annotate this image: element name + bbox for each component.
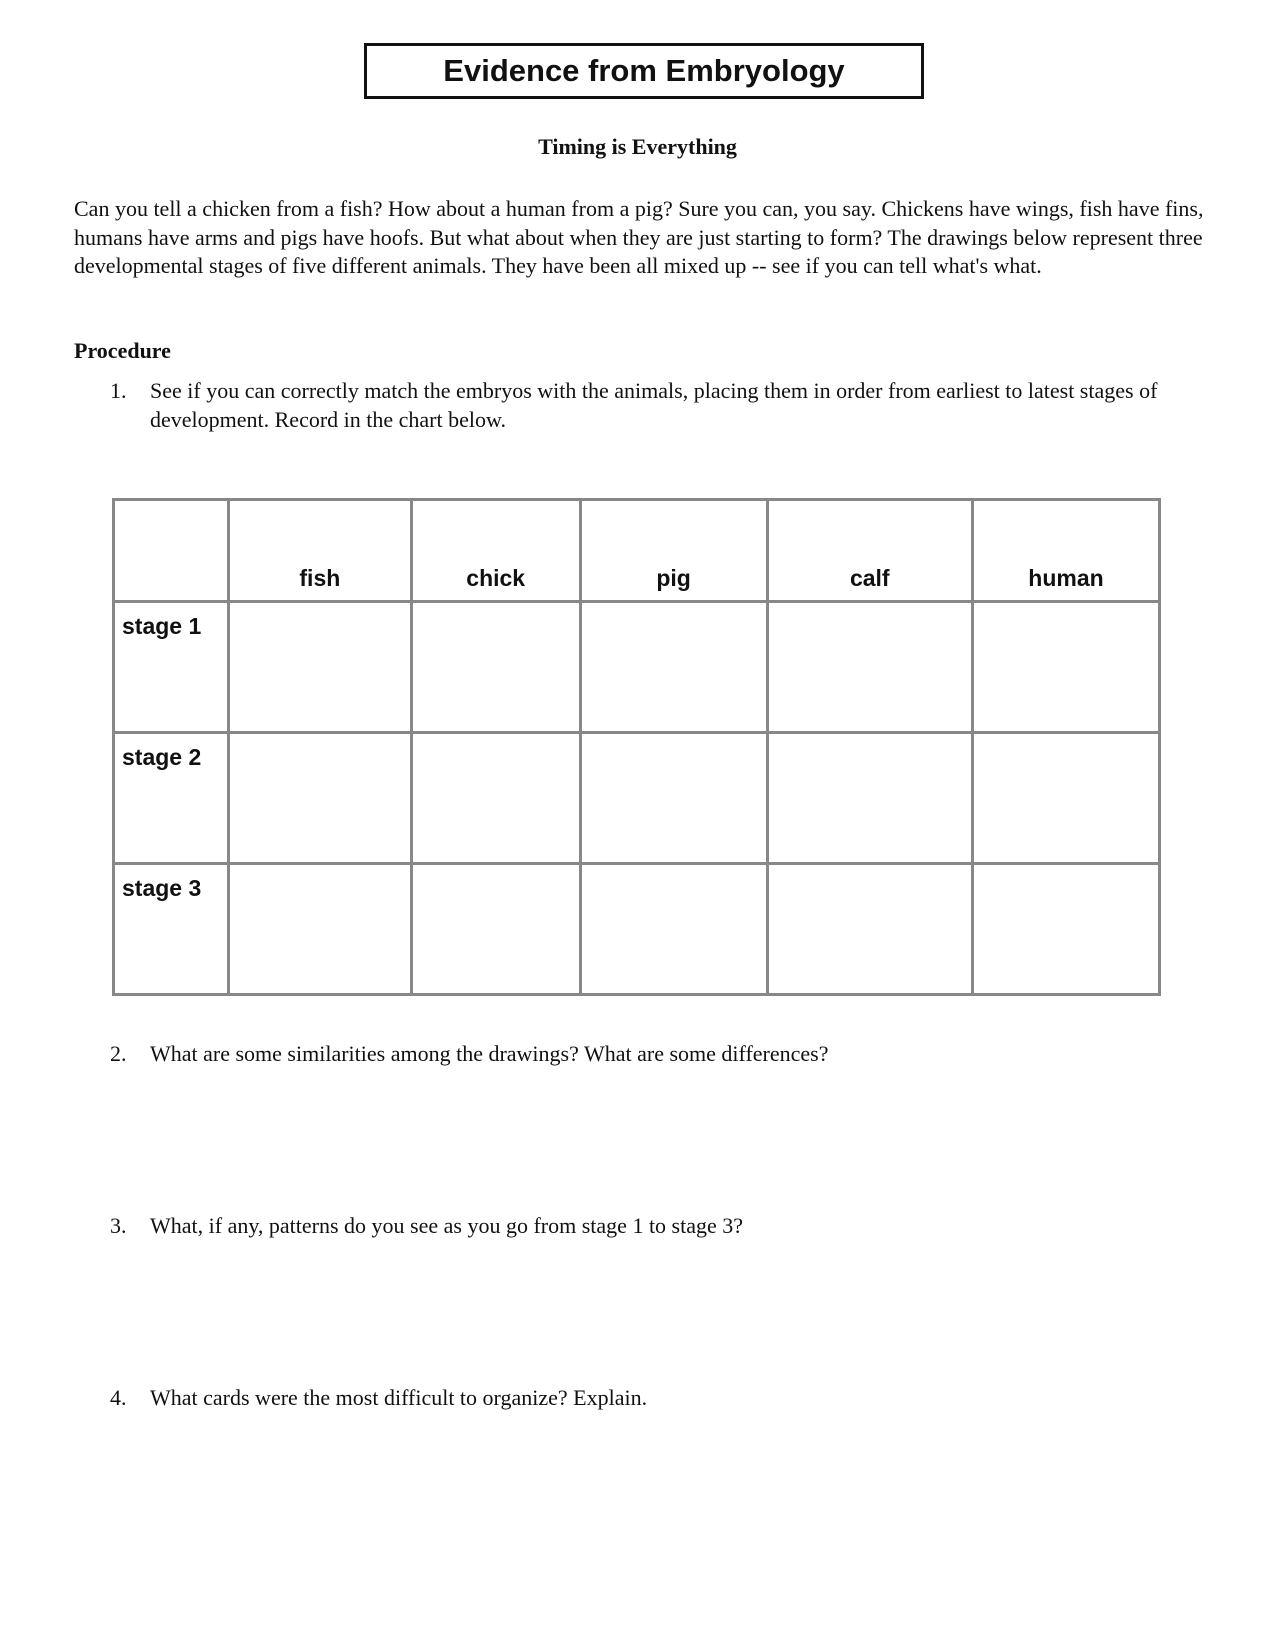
question-4 [110, 1384, 1190, 1413]
question-number: 1. [110, 378, 127, 403]
question-3 [110, 1212, 1190, 1241]
answer-cell[interactable] [767, 602, 972, 733]
table-row [114, 864, 1160, 995]
question-number: 2. [110, 1041, 127, 1066]
answer-cell[interactable] [228, 864, 411, 995]
question-number: 3. [110, 1213, 127, 1238]
answer-cell[interactable] [972, 864, 1159, 995]
table-row [114, 733, 1160, 864]
question-1 [110, 377, 1190, 434]
answer-cell[interactable] [411, 733, 580, 864]
row-label-stage-2: stage 2 [114, 733, 229, 864]
answer-cell[interactable] [228, 733, 411, 864]
answer-cell[interactable] [411, 864, 580, 995]
question-text: What are some similarities among the drawings? What are some differences? [150, 1041, 829, 1066]
question-text: See if you can correctly match the embryos with the animals, placing them in order from earliest to latest stages of development. Record in the chart below. [150, 378, 1158, 432]
answer-cell[interactable] [767, 864, 972, 995]
page-title: Evidence from Embryology [364, 43, 924, 99]
recording-chart [112, 498, 1161, 996]
row-label-stage-3: stage 3 [114, 864, 229, 995]
subtitle: Timing is Everything [538, 134, 737, 159]
table-row [114, 602, 1160, 733]
question-number: 4. [110, 1385, 127, 1410]
intro-paragraph: Can you tell a chicken from a fish? How about a human from a pig? Sure you can, you say. Chickens have wings, fish have fins, humans have arms and pigs have hoofs. But what about when they are just starting to form? The drawings below represent three developmental stages of five different animals. They have been all mixed up -- see if you can tell what's what. [74, 196, 1204, 278]
answer-cell[interactable] [580, 733, 767, 864]
answer-cell[interactable] [972, 733, 1159, 864]
column-header-fish: fish [228, 500, 411, 602]
procedure-heading: Procedure [74, 338, 171, 363]
table-header-row [114, 500, 1160, 602]
row-label-stage-1: stage 1 [114, 602, 229, 733]
answer-cell[interactable] [972, 602, 1159, 733]
answer-cell[interactable] [228, 602, 411, 733]
question-2 [110, 1040, 1190, 1069]
question-text: What, if any, patterns do you see as you go from stage 1 to stage 3? [150, 1213, 744, 1238]
column-header-human: human [972, 500, 1159, 602]
column-header-calf: calf [767, 500, 972, 602]
answer-cell[interactable] [767, 733, 972, 864]
corner-cell [114, 500, 229, 602]
question-text: What cards were the most difficult to organize? Explain. [150, 1385, 648, 1410]
column-header-chick: chick [411, 500, 580, 602]
column-header-pig: pig [580, 500, 767, 602]
answer-cell[interactable] [411, 602, 580, 733]
answer-cell[interactable] [580, 602, 767, 733]
answer-cell[interactable] [580, 864, 767, 995]
